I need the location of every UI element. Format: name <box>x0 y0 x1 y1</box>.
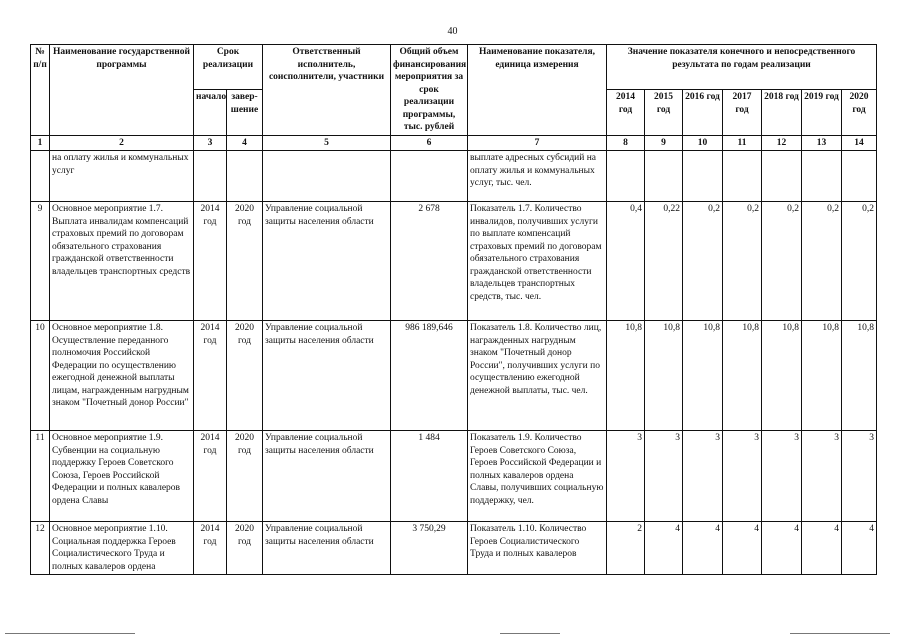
row-value: 3 <box>607 431 645 522</box>
header-values-title: Значение показателя конечного и непосредственного результата по годам реализации <box>607 45 877 90</box>
row-end: 2020 год <box>227 202 263 321</box>
table-row <box>31 202 877 321</box>
row-value <box>607 151 645 202</box>
column-number: 8 <box>607 135 645 151</box>
column-number: 4 <box>227 135 263 151</box>
header-indicator-name: Наименование показателя, единица измерения <box>468 45 607 136</box>
row-value: 0,2 <box>842 202 877 321</box>
row-value: 0,2 <box>762 202 802 321</box>
row-value: 3 <box>723 431 762 522</box>
row-start: 2014 год <box>194 321 227 431</box>
column-number-row <box>31 135 877 151</box>
table-row <box>31 522 877 575</box>
header-year: 2015 год <box>645 90 683 135</box>
column-number: 5 <box>263 135 391 151</box>
table-row <box>31 321 877 431</box>
header-term: Срок реализации <box>194 45 263 90</box>
row-num: 11 <box>31 431 50 522</box>
column-number: 9 <box>645 135 683 151</box>
column-number: 13 <box>802 135 842 151</box>
row-value: 0,2 <box>802 202 842 321</box>
scan-artifact-line <box>500 633 560 634</box>
header-term-start: начало <box>194 90 227 135</box>
row-volume <box>391 151 468 202</box>
row-end: 2020 год <box>227 321 263 431</box>
header-year: 2019 год <box>802 90 842 135</box>
row-name: Основное мероприятие 1.8. Осуществление переданного полномочия Российской Федерации по осуществлению ежегодной денежной выплаты лицам, награжденным нагрудным знаком "Почетный донор России" <box>50 321 194 431</box>
row-responsible: Управление социальной защиты населения области <box>263 431 391 522</box>
row-value: 10,8 <box>607 321 645 431</box>
row-start <box>194 151 227 202</box>
row-value: 4 <box>842 522 877 575</box>
row-name: Основное мероприятие 1.9. Субвенции на социальную поддержку Героев Советского Союза, Героев Российской Федерации и полных кавалеров ордена Славы <box>50 431 194 522</box>
header-responsible: Ответственный исполнитель, соисполнители, участники <box>263 45 391 136</box>
row-value: 3 <box>645 431 683 522</box>
row-responsible <box>263 151 391 202</box>
row-value: 2 <box>607 522 645 575</box>
row-value: 0,4 <box>607 202 645 321</box>
row-value: 10,8 <box>645 321 683 431</box>
row-value <box>842 151 877 202</box>
row-value: 4 <box>645 522 683 575</box>
row-indicator: Показатель 1.8. Количество лиц, награжденных нагрудным знаком "Почетный донор России", получивших услуги по осуществлению ежегодной денежной выплаты, тыс. чел. <box>468 321 607 431</box>
program-table <box>30 44 877 575</box>
row-value: 4 <box>683 522 723 575</box>
row-value: 3 <box>762 431 802 522</box>
row-responsible: Управление социальной защиты населения области <box>263 321 391 431</box>
row-value: 0,2 <box>723 202 762 321</box>
row-value: 10,8 <box>723 321 762 431</box>
row-start: 2014 год <box>194 202 227 321</box>
column-number: 1 <box>31 135 50 151</box>
column-number: 10 <box>683 135 723 151</box>
row-value: 4 <box>802 522 842 575</box>
row-volume: 2 678 <box>391 202 468 321</box>
row-num: 12 <box>31 522 50 575</box>
header-term-end: завер-шение <box>227 90 263 135</box>
column-number: 11 <box>723 135 762 151</box>
header-year: 2016 год <box>683 90 723 135</box>
row-value: 4 <box>762 522 802 575</box>
row-value <box>645 151 683 202</box>
header-year: 2014 год <box>607 90 645 135</box>
row-value: 10,8 <box>802 321 842 431</box>
page-number: 40 <box>447 26 458 37</box>
row-value: 10,8 <box>842 321 877 431</box>
header-year: 2018 год <box>762 90 802 135</box>
row-value <box>802 151 842 202</box>
row-name: на оплату жилья и коммунальных услуг <box>50 151 194 202</box>
row-indicator: выплате адресных субсидий на оплату жилья и коммунальных услуг, тыс. чел. <box>468 151 607 202</box>
row-value: 3 <box>802 431 842 522</box>
row-value: 10,8 <box>683 321 723 431</box>
row-name: Основное мероприятие 1.10. Социальная поддержка Героев Социалистического Труда и полных кавалеров ордена <box>50 522 194 575</box>
header-program-name: Наименование государственной программы <box>50 45 194 136</box>
header-year: 2017 год <box>723 90 762 135</box>
row-name: Основное мероприятие 1.7. Выплата инвалидам компенсаций страховых премий по договорам обязательного страхования гражданской ответственности владельцев транспортных средств <box>50 202 194 321</box>
header-total-volume: Общий объем финансирования мероприятия за срок реализации программы, тыс. рублей <box>391 45 468 136</box>
row-value <box>723 151 762 202</box>
header-year: 2020 год <box>842 90 877 135</box>
row-value <box>762 151 802 202</box>
table-row <box>31 431 877 522</box>
row-end <box>227 151 263 202</box>
row-start: 2014 год <box>194 522 227 575</box>
row-num: 9 <box>31 202 50 321</box>
column-number: 14 <box>842 135 877 151</box>
header-row-1 <box>31 45 877 90</box>
row-start: 2014 год <box>194 431 227 522</box>
column-number: 12 <box>762 135 802 151</box>
scan-artifact-line <box>5 633 135 634</box>
row-value: 0,22 <box>645 202 683 321</box>
row-value <box>683 151 723 202</box>
header-num: № п/п <box>31 45 50 136</box>
row-responsible: Управление социальной защиты населения области <box>263 522 391 575</box>
row-num <box>31 151 50 202</box>
row-value: 0,2 <box>683 202 723 321</box>
column-number: 7 <box>468 135 607 151</box>
row-end: 2020 год <box>227 431 263 522</box>
row-indicator: Показатель 1.7. Количество инвалидов, получивших услуги по выплате компенсаций страховых премий по договорам обязательного страхования гражданской ответственности владельцев транспортных средств, тыс. чел. <box>468 202 607 321</box>
row-volume: 986 189,646 <box>391 321 468 431</box>
row-value: 4 <box>723 522 762 575</box>
row-value: 10,8 <box>762 321 802 431</box>
row-responsible: Управление социальной защиты населения области <box>263 202 391 321</box>
row-indicator: Показатель 1.10. Количество Героев Социалистического Труда и полных кавалеров <box>468 522 607 575</box>
row-num: 10 <box>31 321 50 431</box>
column-number: 3 <box>194 135 227 151</box>
column-number: 2 <box>50 135 194 151</box>
row-value: 3 <box>683 431 723 522</box>
row-volume: 1 484 <box>391 431 468 522</box>
row-volume: 3 750,29 <box>391 522 468 575</box>
row-value: 3 <box>842 431 877 522</box>
scan-artifact-line <box>790 633 890 634</box>
row-indicator: Показатель 1.9. Количество Героев Советского Союза, Героев Российской Федерации и полных кавалеров ордена Славы, получивших социальную поддержку, чел. <box>468 431 607 522</box>
column-number: 6 <box>391 135 468 151</box>
row-end: 2020 год <box>227 522 263 575</box>
table-row <box>31 151 877 202</box>
